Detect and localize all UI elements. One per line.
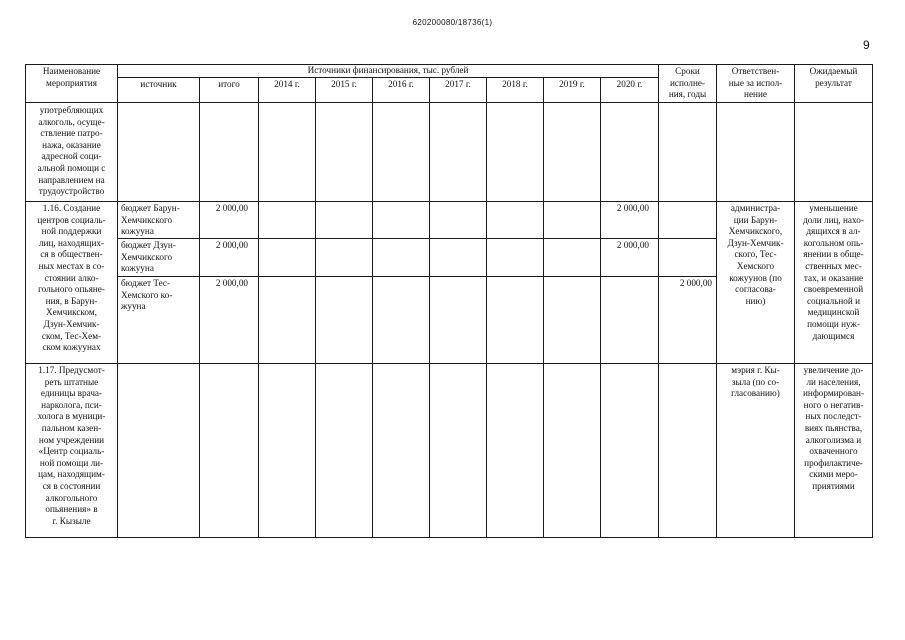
row-1-16-total-1: 2 000,00: [215, 203, 248, 213]
header-year-2016: 2016 г.: [388, 79, 414, 89]
header-expected-result: Ожидаемый результат: [809, 66, 858, 88]
header-total: итого: [218, 79, 240, 89]
rule-col-2017: [429, 77, 430, 538]
rule-bottom: [25, 537, 873, 538]
rule-col-source: [117, 64, 118, 538]
header-year-2020: 2020 г.: [616, 79, 643, 89]
header-year-2017: 2017 г.: [445, 79, 471, 89]
document-id: 620200080/18736(1): [412, 18, 493, 27]
page-number: 9: [863, 38, 870, 52]
rule-col-2019: [543, 77, 544, 538]
header-financing-group: Источники финансирования, тыс. рублей: [307, 65, 469, 75]
header-year-2014: 2014 г.: [274, 79, 300, 89]
continuation-measure-name: употребляющих алкоголь, осуще- ствление патро- нажа, оказание адресной соци- альной помощи с направлением на трудоустройство: [37, 105, 106, 197]
row-1-16-2020-1: 2 000,00: [616, 203, 649, 213]
rule-col-2015: [315, 77, 316, 538]
row-1-16-source-3: бюджет Тес- Хемского ко- жууна: [121, 278, 173, 312]
rule-col-right: [872, 64, 873, 538]
rule-subrow-2: [117, 238, 716, 239]
rule-header-bottom: [25, 102, 873, 103]
row-1-16-responsible: администра- ции Барун- Хемчикского, Дзун-Хемчик- ского, Тес- Хемского кожуунов (по согласова- нию): [727, 203, 784, 306]
rule-col-2018: [486, 77, 487, 538]
row-1-17-expected-result: увеличение до- ли населения, информирован- ного о негатив- ных последст- виях пьянства, алкоголизма и охваченного профилактиче- скими меро- приятиями: [802, 365, 865, 491]
header-year-2015: 2015 г.: [331, 79, 357, 89]
header-responsible: Ответствен- ные за испол- нение: [728, 66, 783, 100]
row-1-17-responsible: мэрия г. Кы- зыла (по со- гласованию): [731, 365, 780, 399]
rule-row-1-17-top: [25, 363, 873, 364]
row-1-16-total-3: 2 000,00: [215, 278, 248, 288]
row-1-16-source-2: бюджет Дзун- Хемчикского кожууна: [121, 240, 176, 274]
rule-col-total: [199, 77, 200, 538]
row-1-16-total-2: 2 000,00: [215, 240, 248, 250]
rule-col-deadline: [658, 64, 659, 538]
rule-row-1-16-top: [25, 201, 873, 202]
row-1-16-measure-name: 1.16. Создание центров социаль- ной поддержки лиц, находящих- ся в обществен- ных местах в со- стоянии алко- гольного опьяне- ния, в Барун- Хемчикском, Дзун-Хемчик- ском, Тес-Хем- ском кожуунах: [37, 203, 106, 353]
header-year-2019: 2019 г.: [559, 79, 585, 89]
row-1-17-measure-name: 1.17. Предусмот- реть штатные единицы врача- нарколога, пси- холога в муници- пальном казен- ном учреждении «Центр социаль- ной помощи ли- цам, находящим- ся в состоянии алкогольного опьянения» в г. Кызыле: [37, 365, 106, 526]
financing-table: [25, 64, 873, 538]
row-1-16-2020-2: 2 000,00: [616, 240, 649, 250]
rule-col-2020: [600, 77, 601, 538]
header-year-2018: 2018 г.: [502, 79, 528, 89]
header-deadline: Сроки исполне- ния, годы: [668, 66, 707, 100]
rule-col-2016: [372, 77, 373, 538]
row-1-16-expected-result: уменьшение доли лиц, нахо- дящихся в ал- когольном опь- янении в обще- ственных мес- тах, и оказание своевременной социальной и медицинской помощи нуж- дающимся: [803, 203, 864, 341]
rule-col-2014: [258, 77, 259, 538]
row-1-16-deadline-3: 2 000,00: [679, 278, 712, 288]
row-1-16-source-1: бюджет Барун- Хемчикского кожууна: [121, 203, 180, 237]
header-source: источник: [140, 79, 177, 89]
header-measure-name: Наименование мероприятия: [42, 66, 101, 88]
rule-subrow-3: [117, 276, 716, 277]
